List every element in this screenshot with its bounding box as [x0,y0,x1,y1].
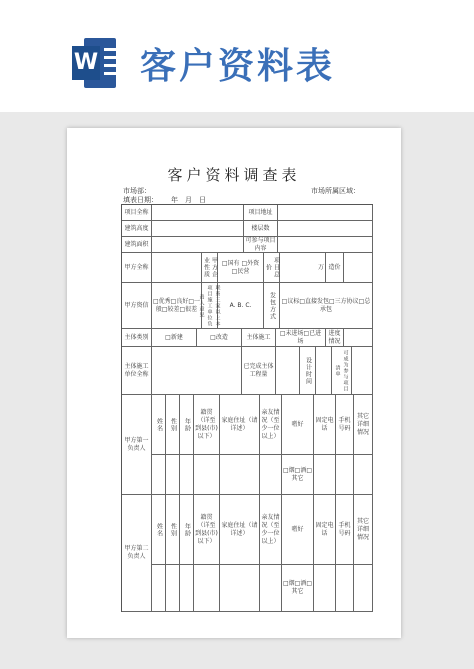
field-floors[interactable] [278,221,373,237]
option-new-build[interactable]: □新建 [152,329,197,347]
field-building-height[interactable] [152,221,244,237]
field-person1-gender[interactable] [166,455,180,495]
field-contract-options[interactable]: □议标□直接发包□三方协议□总承包 [280,283,373,329]
field-person1-phone[interactable] [314,455,336,495]
label-party-a-credit: 甲方资信 [122,283,152,329]
label-person-1: 甲方第一负责人 [122,395,152,495]
header2-mobile: 手机号码 [336,495,354,565]
field-person2-family[interactable] [260,565,282,612]
field-person1-family[interactable] [260,455,282,495]
field-project-name[interactable] [152,205,244,221]
field-person2-gender[interactable] [166,565,180,612]
label-building-height: 建筑高度 [122,221,152,237]
field-price[interactable] [344,253,373,283]
label-three-units: 联系三家以上本项目施工单位负责人意见 [202,283,218,329]
field-person1-other[interactable] [354,455,373,495]
field-ownership-options[interactable]: □国有 □外资 □民营 [218,253,264,283]
label-company-nature: 甲方企业性质 [202,253,218,283]
header-family: 亲友情况（至少一位以上） [260,395,282,455]
label-person-2: 甲方第二负责人 [122,495,152,612]
label-design-time: 设计时间 [300,347,316,395]
field-person1-mobile[interactable] [336,455,354,495]
label-party-a-name: 甲方全称 [122,253,152,283]
header2-gender: 性别 [166,495,180,565]
field-person2-name[interactable] [152,565,166,612]
field-entry-status[interactable]: □未进场□已进场 [276,329,326,347]
document-page [67,128,401,638]
label-bid-list: 可成为参与项目清单 [332,347,352,395]
unit-wan: 万 [280,253,326,283]
field-person2-home-address[interactable] [220,565,260,612]
field-main-contractor[interactable] [152,347,242,395]
field-person2-age[interactable] [180,565,194,612]
field-bid-list[interactable] [352,347,373,395]
banner [0,0,474,112]
header-gender: 性别 [166,395,180,455]
header-other: 其它详细情况 [354,395,373,455]
header-phone: 固定电话 [314,395,336,455]
label-main-construction: 主体施工 [242,329,276,347]
field-completed[interactable] [276,347,300,395]
field-building-area[interactable] [152,237,244,253]
header2-other: 其它详细情况 [354,495,373,565]
label-project-address: 项目地址 [244,205,278,221]
field-person2-other[interactable] [354,565,373,612]
field-person1-age[interactable] [180,455,194,495]
label-progress: 进度情况 [326,329,344,347]
label-completed: 已完成主体工程量 [242,347,276,395]
field-person1-hometown[interactable] [194,455,220,495]
header-age: 年龄 [180,395,194,455]
field-project-address[interactable] [278,205,373,221]
label-main-category: 主体类别 [122,329,152,347]
header2-family: 亲友情况（至少一位以上） [260,495,282,565]
field-person2-hometown[interactable] [194,565,220,612]
header2-hobby: 嗜好 [282,495,314,565]
field-design-time[interactable] [316,347,332,395]
word-document-icon: W [72,38,116,88]
document-title: 客户资料调查表 [167,166,301,184]
header-hobby: 嗜好 [282,395,314,455]
label-building-area: 建筑面积 [122,237,152,253]
field-bid-content[interactable] [278,237,373,253]
field-person1-hobby[interactable]: □烟□酒□其它 [282,455,314,495]
field-person2-hobby[interactable]: □烟□酒□其它 [282,565,314,612]
header-home-address: 家庭住址（请详述） [220,395,260,455]
date-label: 填表日期： [123,196,158,204]
field-abc[interactable]: A. B. C. [218,283,264,329]
field-party-a-name[interactable] [152,253,202,283]
label-main-contractor: 主体施工单位全称 [122,347,152,395]
field-person1-home-address[interactable] [220,455,260,495]
field-progress[interactable] [344,329,373,347]
region-label: 市场所属区域： [311,187,360,195]
field-person2-phone[interactable] [314,565,336,612]
label-project-name: 项目全称 [122,205,152,221]
header-name: 姓名 [152,395,166,455]
label-floors: 楼层数 [244,221,278,237]
header2-phone: 固定电话 [314,495,336,565]
header2-age: 年龄 [180,495,194,565]
label-contract-mode: 发包方式 [264,283,280,329]
field-person1-name[interactable] [152,455,166,495]
field-credit-options[interactable]: □优秀□良好□一般□较差□很差 [152,283,202,329]
market-label: 市场部： [123,187,151,195]
header2-home-address: 家庭住址（请详述） [220,495,260,565]
customer-form-table [121,204,373,612]
header-mobile: 手机号码 [336,395,354,455]
header-hometown: 籍贯（详至到县(市)以下） [194,395,220,455]
header2-hometown: 籍贯（详至到县(市)以下） [194,495,220,565]
banner-title: 客户资料表 [140,46,336,87]
label-bid-content: 可参与项目内容 [244,237,278,253]
header2-name: 姓名 [152,495,166,565]
field-person2-mobile[interactable] [336,565,354,612]
date-parts: 年 月 日 [171,196,206,204]
option-renovation[interactable]: □改造 [197,329,242,347]
label-price: 造价 [326,253,344,283]
label-total-investment: 项目总价 [264,253,280,283]
